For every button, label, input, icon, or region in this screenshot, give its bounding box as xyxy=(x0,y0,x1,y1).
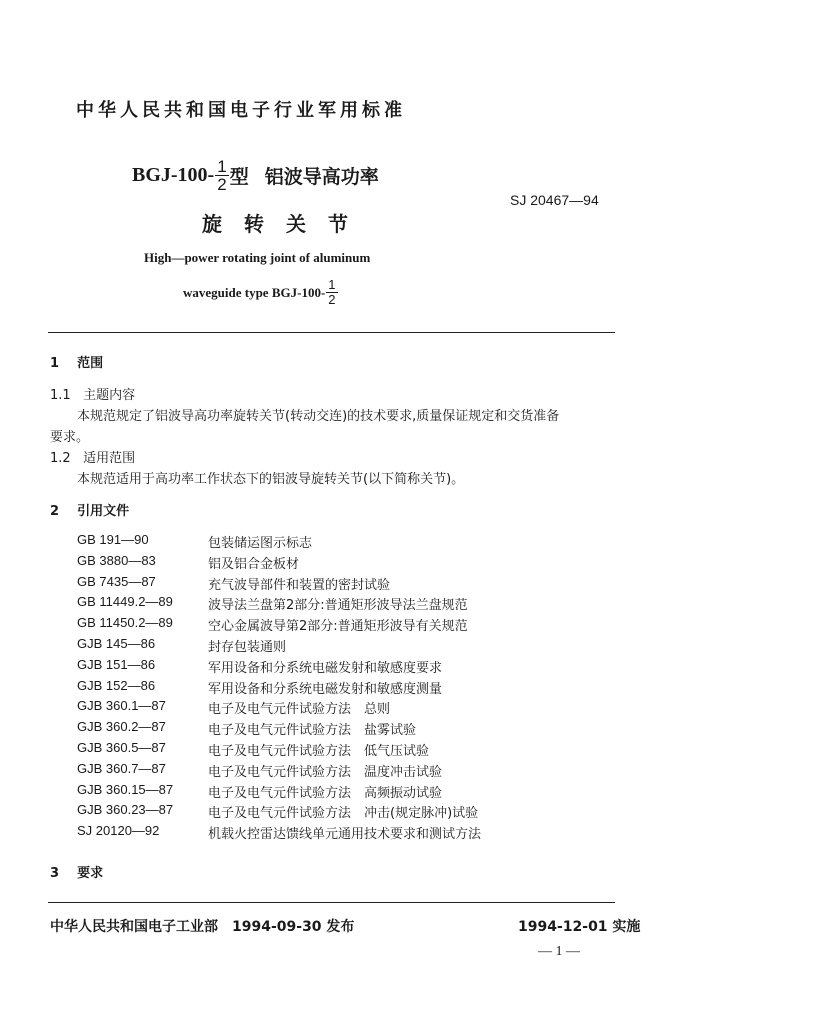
english-fraction-denominator: 2 xyxy=(328,292,336,307)
english-title-line1: High—power rotating joint of aluminum xyxy=(144,250,371,265)
title-fraction-denominator: 2 xyxy=(217,175,227,194)
reference-code: GJB 360.1—87 xyxy=(77,698,166,714)
effective-date: 1994-12-01 实施 xyxy=(518,919,641,935)
section-1-title: 范围 xyxy=(77,356,104,371)
english-fraction-numerator: 1 xyxy=(328,277,336,292)
section-2-title: 引用文件 xyxy=(77,504,130,519)
reference-title: 电子及电气元件试验方法 温度冲击试验 xyxy=(208,764,443,780)
reference-title: 充气波导部件和装置的密封试验 xyxy=(208,577,391,593)
section-1-1-heading xyxy=(50,384,135,403)
reference-title: 机载火控雷达馈线单元通用技术要求和测试方法 xyxy=(208,827,482,843)
reference-title: 军用设备和分系统电磁发射和敏感度测量 xyxy=(208,681,443,697)
reference-code: GJB 360.23—87 xyxy=(77,802,174,818)
reference-title: 电子及电气元件试验方法 盐雾试验 xyxy=(208,723,417,739)
title-fraction-numerator: 1 xyxy=(217,157,227,176)
page-number: — 1 — xyxy=(538,944,580,959)
reference-title: 封存包装通则 xyxy=(208,639,287,655)
reference-code: GB 3880—83 xyxy=(77,552,156,568)
section-1-2-heading xyxy=(50,447,135,466)
title-model-prefix: BGJ-100- xyxy=(132,164,215,186)
reference-title: 军用设备和分系统电磁发射和敏感度要求 xyxy=(208,660,443,676)
reference-code: GJB 360.5—87 xyxy=(77,739,166,755)
reference-code: GB 191—90 xyxy=(77,532,149,547)
reference-code: GJB 145—86 xyxy=(77,635,156,651)
document-title xyxy=(132,158,379,193)
reference-title: 铝及铝合金板材 xyxy=(208,556,300,572)
english-title-prefix: waveguide type BGJ-100- xyxy=(183,284,326,300)
reference-title: 波导法兰盘第2部分:普通矩形波导法兰盘规范 xyxy=(208,598,468,614)
section-1-1-title: 主题内容 xyxy=(83,388,136,403)
header-org-standard: 中华人民共和国电子行业军用标准 xyxy=(76,100,406,121)
issuer-and-date: 中华人民共和国电子工业部 1994-09-30 发布 xyxy=(50,919,355,935)
reference-title: 包装储运图示标志 xyxy=(208,536,313,551)
section-1-1-paragraph-line1: 本规范规定了铝波导高功率旋转关节(转动交连)的技术要求,质量保证规定和交货准备 xyxy=(77,409,560,424)
english-title-fraction xyxy=(326,278,337,307)
section-3-heading xyxy=(50,862,103,881)
reference-code: SJ 20120—92 xyxy=(77,823,160,839)
english-title-line2 xyxy=(183,278,339,307)
footer-divider xyxy=(48,902,615,903)
section-3-number: 3 xyxy=(50,866,60,881)
document-title-line2: 旋转关节 xyxy=(202,212,370,236)
reference-code: GB 11449.2—89 xyxy=(77,594,173,610)
section-1-1-paragraph-line2: 要求。 xyxy=(50,430,90,445)
section-2-heading xyxy=(50,500,129,519)
reference-code: GJB 152—86 xyxy=(77,677,156,693)
title-main-text: 铝波导高功率 xyxy=(264,166,379,188)
reference-code: GJB 360.7—87 xyxy=(77,760,166,776)
standard-code: SJ 20467—94 xyxy=(510,192,599,208)
header-divider xyxy=(48,332,615,333)
section-1-1-number: 1.1 xyxy=(50,388,71,403)
title-model-suffix: 型 xyxy=(229,166,249,188)
section-1-number: 1 xyxy=(50,356,60,371)
reference-title: 电子及电气元件试验方法 低气压试验 xyxy=(208,743,430,759)
section-1-2-title: 适用范围 xyxy=(83,451,136,466)
reference-code: GJB 360.15—87 xyxy=(77,781,174,797)
reference-title: 电子及电气元件试验方法 冲击(规定脉冲)试验 xyxy=(208,806,479,822)
section-1-2-paragraph: 本规范适用于高功率工作状态下的铝波导旋转关节(以下简称关节)。 xyxy=(77,472,465,487)
section-1-2-number: 1.2 xyxy=(50,451,71,466)
section-1-heading xyxy=(50,352,103,371)
title-fraction xyxy=(215,158,228,193)
section-3-title: 要求 xyxy=(77,866,104,881)
reference-title: 空心金属波导第2部分:普通矩形波导有关规范 xyxy=(208,619,468,635)
section-2-number: 2 xyxy=(50,504,60,519)
reference-title: 电子及电气元件试验方法 高频振动试验 xyxy=(208,785,443,801)
reference-code: GB 7435—87 xyxy=(77,573,156,589)
reference-title: 电子及电气元件试验方法 总则 xyxy=(208,702,391,718)
reference-code: GJB 151—86 xyxy=(77,656,156,672)
reference-code: GB 11450.2—89 xyxy=(77,615,173,631)
reference-code: GJB 360.2—87 xyxy=(77,719,166,735)
